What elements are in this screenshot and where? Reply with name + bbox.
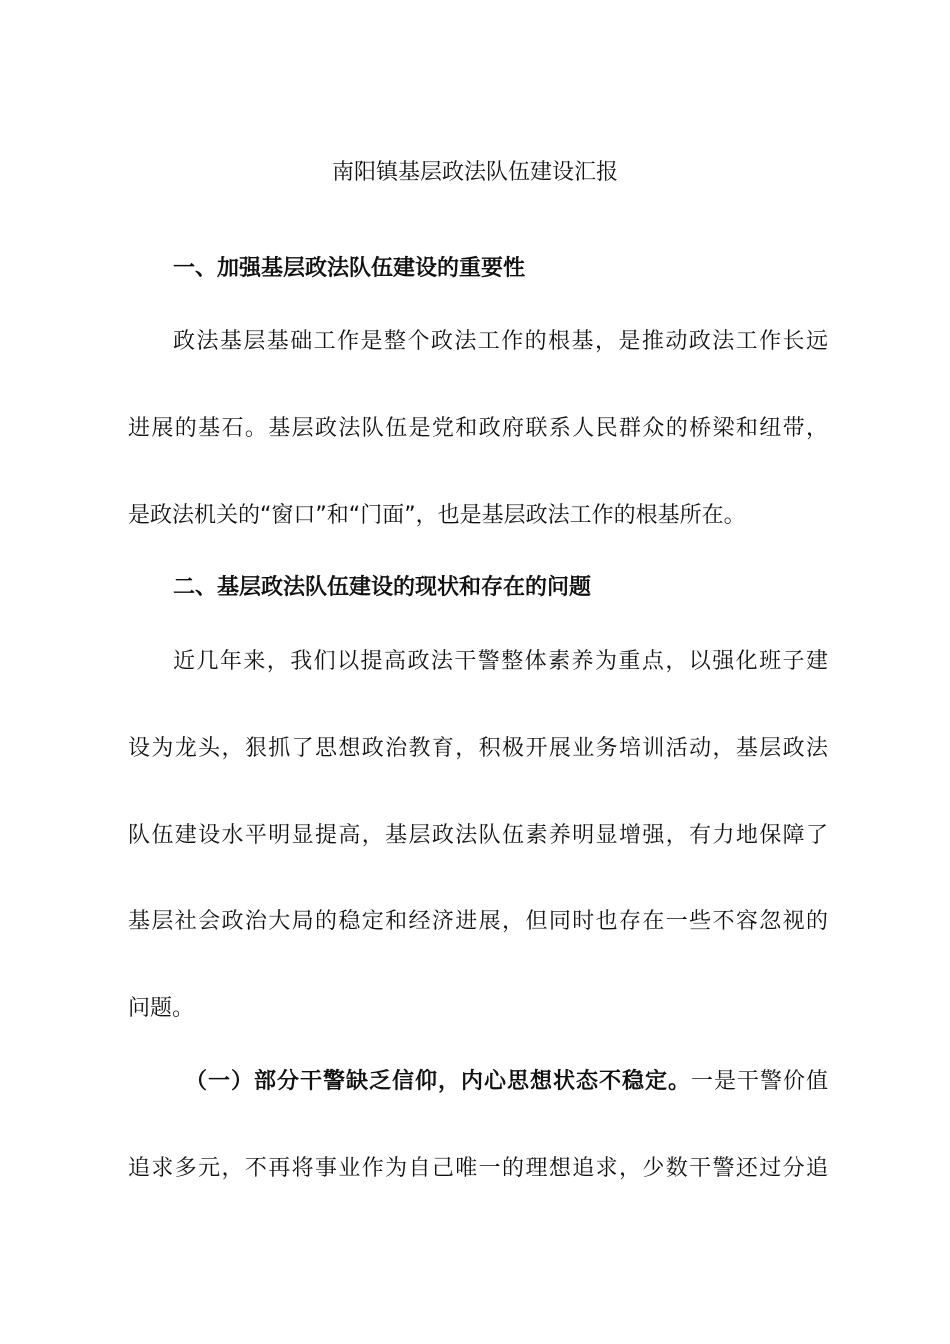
subsection-1-heading: （一）部分干警缺乏信仰，内心思想状态不稳定。 [185, 1069, 691, 1094]
document-title: 南阳镇基层政法队伍建设汇报 [331, 160, 618, 185]
paragraph-line: 进展的基石。基层政法队伍是党和政府联系人民群众的桥梁和纽带， [128, 416, 828, 441]
subsection-1-text: 一是干警价值 [690, 1069, 828, 1094]
paragraph-line: 问题。 [128, 996, 195, 1021]
subsection-line [185, 1066, 828, 1098]
paragraph-line: 队伍建设水平明显提高，基层政法队伍素养明显增强，有力地保障了 [128, 823, 828, 848]
paragraph-line: 近几年来，我们以提高政法干警整体素养为重点，以强化班子建 [173, 649, 828, 674]
section-1-heading: 一、加强基层政法队伍建设的重要性 [173, 256, 526, 281]
paragraph-line: 政法基层基础工作是整个政法工作的根基，是推动政法工作长远 [173, 329, 828, 354]
paragraph-line: 追求多元，不再将事业作为自己唯一的理想追求，少数干警还过分追 [128, 1156, 828, 1181]
paragraph-line: 基层社会政治大局的稳定和经济进展，但同时也存在一些不容忽视的 [128, 909, 828, 934]
paragraph-line: 是政法机关的“窗口”和“门面”，也是基层政法工作的根基所在。 [128, 503, 746, 528]
paragraph-line: 设为龙头，狠抓了思想政治教育，积极开展业务培训活动，基层政法 [128, 736, 828, 761]
section-2-heading: 二、基层政法队伍建设的现状和存在的问题 [173, 575, 592, 600]
